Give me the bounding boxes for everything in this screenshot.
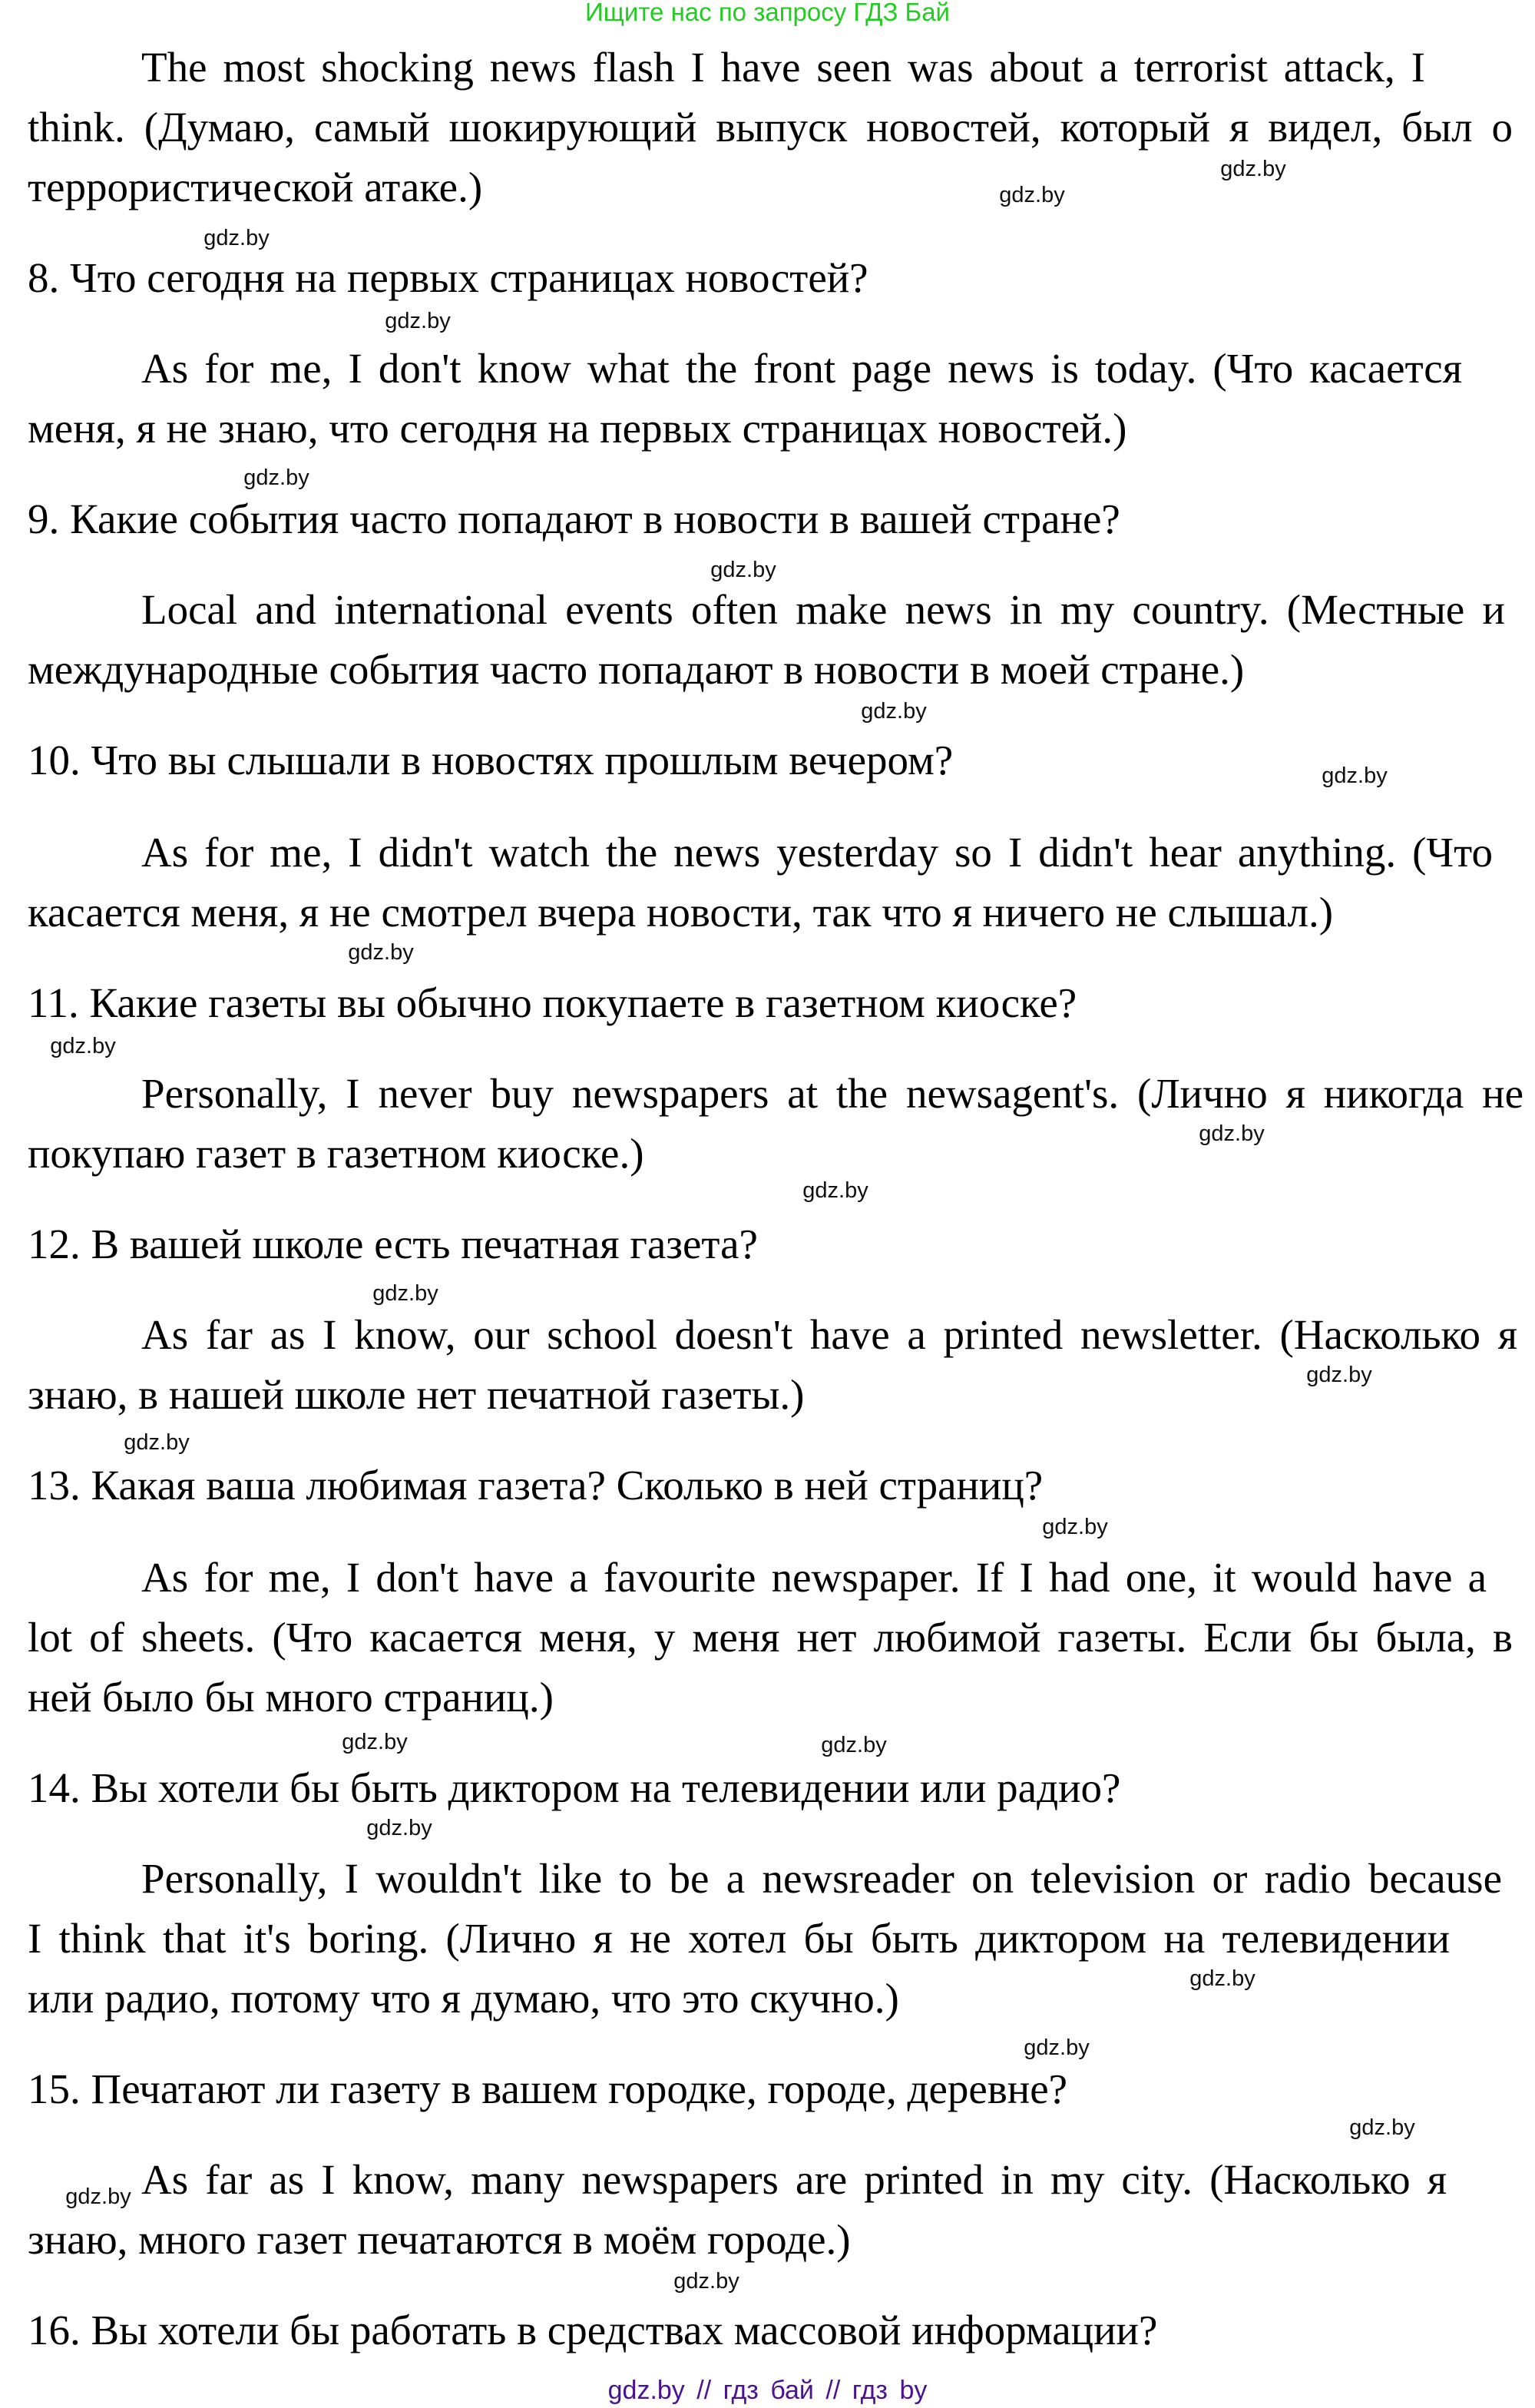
question-line: 11. Какие газеты вы обычно покупаете в газетном киоске?: [28, 979, 1077, 1026]
gdz-watermark: gdz.by: [1042, 1515, 1108, 1539]
gdz-watermark: gdz.by: [366, 1816, 432, 1840]
gdz-watermark: gdz.by: [372, 1281, 438, 1306]
gdz-watermark: gdz.by: [1024, 2035, 1090, 2060]
gdz-watermark: gdz.by: [710, 558, 776, 582]
gdz-watermark: gdz.by: [1349, 2115, 1415, 2140]
text-line: As for me, I don't have a favourite newspaper. If I had one, it would have a: [141, 1554, 1487, 1601]
text-line: As far as I know, our school doesn't have a printed newsletter. (Насколько я: [141, 1311, 1517, 1358]
gdz-watermark: gdz.by: [1322, 763, 1388, 788]
search-hint-banner: Ищите нас по запросу ГДЗ Бай: [585, 0, 950, 26]
text-line: As far as I know, many newspapers are printed in my city. (Насколько я: [141, 2156, 1447, 2203]
gdz-watermark: gdz.by: [124, 1430, 190, 1455]
text-line: знаю, много газет печатаются в моём городе.): [28, 2216, 851, 2263]
gdz-watermark: gdz.by: [999, 183, 1065, 207]
gdz-watermark: gdz.by: [1199, 1121, 1265, 1146]
gdz-watermark: gdz.by: [673, 2269, 739, 2294]
question-line: 12. В вашей школе есть печатная газета?: [28, 1221, 758, 1267]
gdz-watermark: gdz.by: [802, 1178, 868, 1203]
text-line: касается меня, я не смотрел вчера новости, так что я ничего не слышал.): [28, 889, 1334, 936]
text-line: think. (Думаю, самый шокирующий выпуск новостей, который я видел, был о: [28, 104, 1513, 151]
gdz-watermark: gdz.by: [821, 1733, 887, 1757]
gdz-watermark: gdz.by: [385, 309, 451, 333]
gdz-watermark: gdz.by: [348, 940, 414, 965]
text-line: покупаю газет в газетном киоске.): [28, 1130, 644, 1177]
text-line: ней было бы много страниц.): [28, 1674, 554, 1721]
footer-watermark: gdz.by // гдз бай // гдз by: [607, 2376, 928, 2405]
question-line: 14. Вы хотели бы быть диктором на телевидении или радио?: [28, 1764, 1121, 1811]
gdz-watermark: gdz.by: [243, 465, 309, 490]
text-line: As for me, I don't know what the front page news is today. (Что касается: [141, 345, 1462, 392]
gdz-watermark: gdz.by: [65, 2184, 131, 2209]
text-line: Local and international events often make news in my country. (Местные и: [141, 586, 1505, 633]
question-line: 16. Вы хотели бы работать в средствах массовой информации?: [28, 2307, 1158, 2353]
text-line: Personally, I never buy newspapers at the newsagent's. (Лично я никогда не: [141, 1070, 1523, 1117]
text-line: террористической атаке.): [28, 164, 483, 210]
question-line: 8. Что сегодня на первых страницах новостей?: [28, 254, 868, 301]
question-line: 9. Какие события часто попадают в новости в вашей стране?: [28, 495, 1120, 542]
gdz-watermark: gdz.by: [861, 699, 927, 724]
text-line: I think that it's boring. (Лично я не хотел бы быть диктором на телевидении: [28, 1915, 1450, 1962]
text-line: As for me, I didn't watch the news yesterday so I didn't hear anything. (Что: [141, 829, 1493, 876]
text-line: международные события часто попадают в новости в моей стране.): [28, 646, 1245, 693]
text-line: или радио, потому что я думаю, что это скучно.): [28, 1975, 899, 2022]
gdz-watermark: gdz.by: [1306, 1363, 1372, 1387]
gdz-watermark: gdz.by: [50, 1034, 116, 1058]
gdz-watermark: gdz.by: [1220, 157, 1286, 181]
text-line: lot of sheets. (Что касается меня, у меня нет любимой газеты. Если бы была, в: [28, 1614, 1513, 1661]
gdz-watermark: gdz.by: [203, 226, 270, 250]
question-line: 10. Что вы слышали в новостях прошлым вечером?: [28, 737, 954, 783]
question-line: 13. Какая ваша любимая газета? Сколько в ней страниц?: [28, 1462, 1044, 1509]
text-line: The most shocking news flash I have seen was about a terrorist attack, I: [141, 44, 1425, 91]
text-line: меня, я не знаю, что сегодня на первых страницах новостей.): [28, 405, 1127, 452]
text-line: Personally, I wouldn't like to be a newsreader on television or radio because: [141, 1855, 1502, 1902]
gdz-watermark: gdz.by: [1189, 1966, 1255, 1991]
gdz-watermark: gdz.by: [342, 1730, 408, 1754]
text-line: знаю, в нашей школе нет печатной газеты.): [28, 1371, 805, 1418]
question-line: 15. Печатают ли газету в вашем городке, городе, деревне?: [28, 2065, 1068, 2112]
